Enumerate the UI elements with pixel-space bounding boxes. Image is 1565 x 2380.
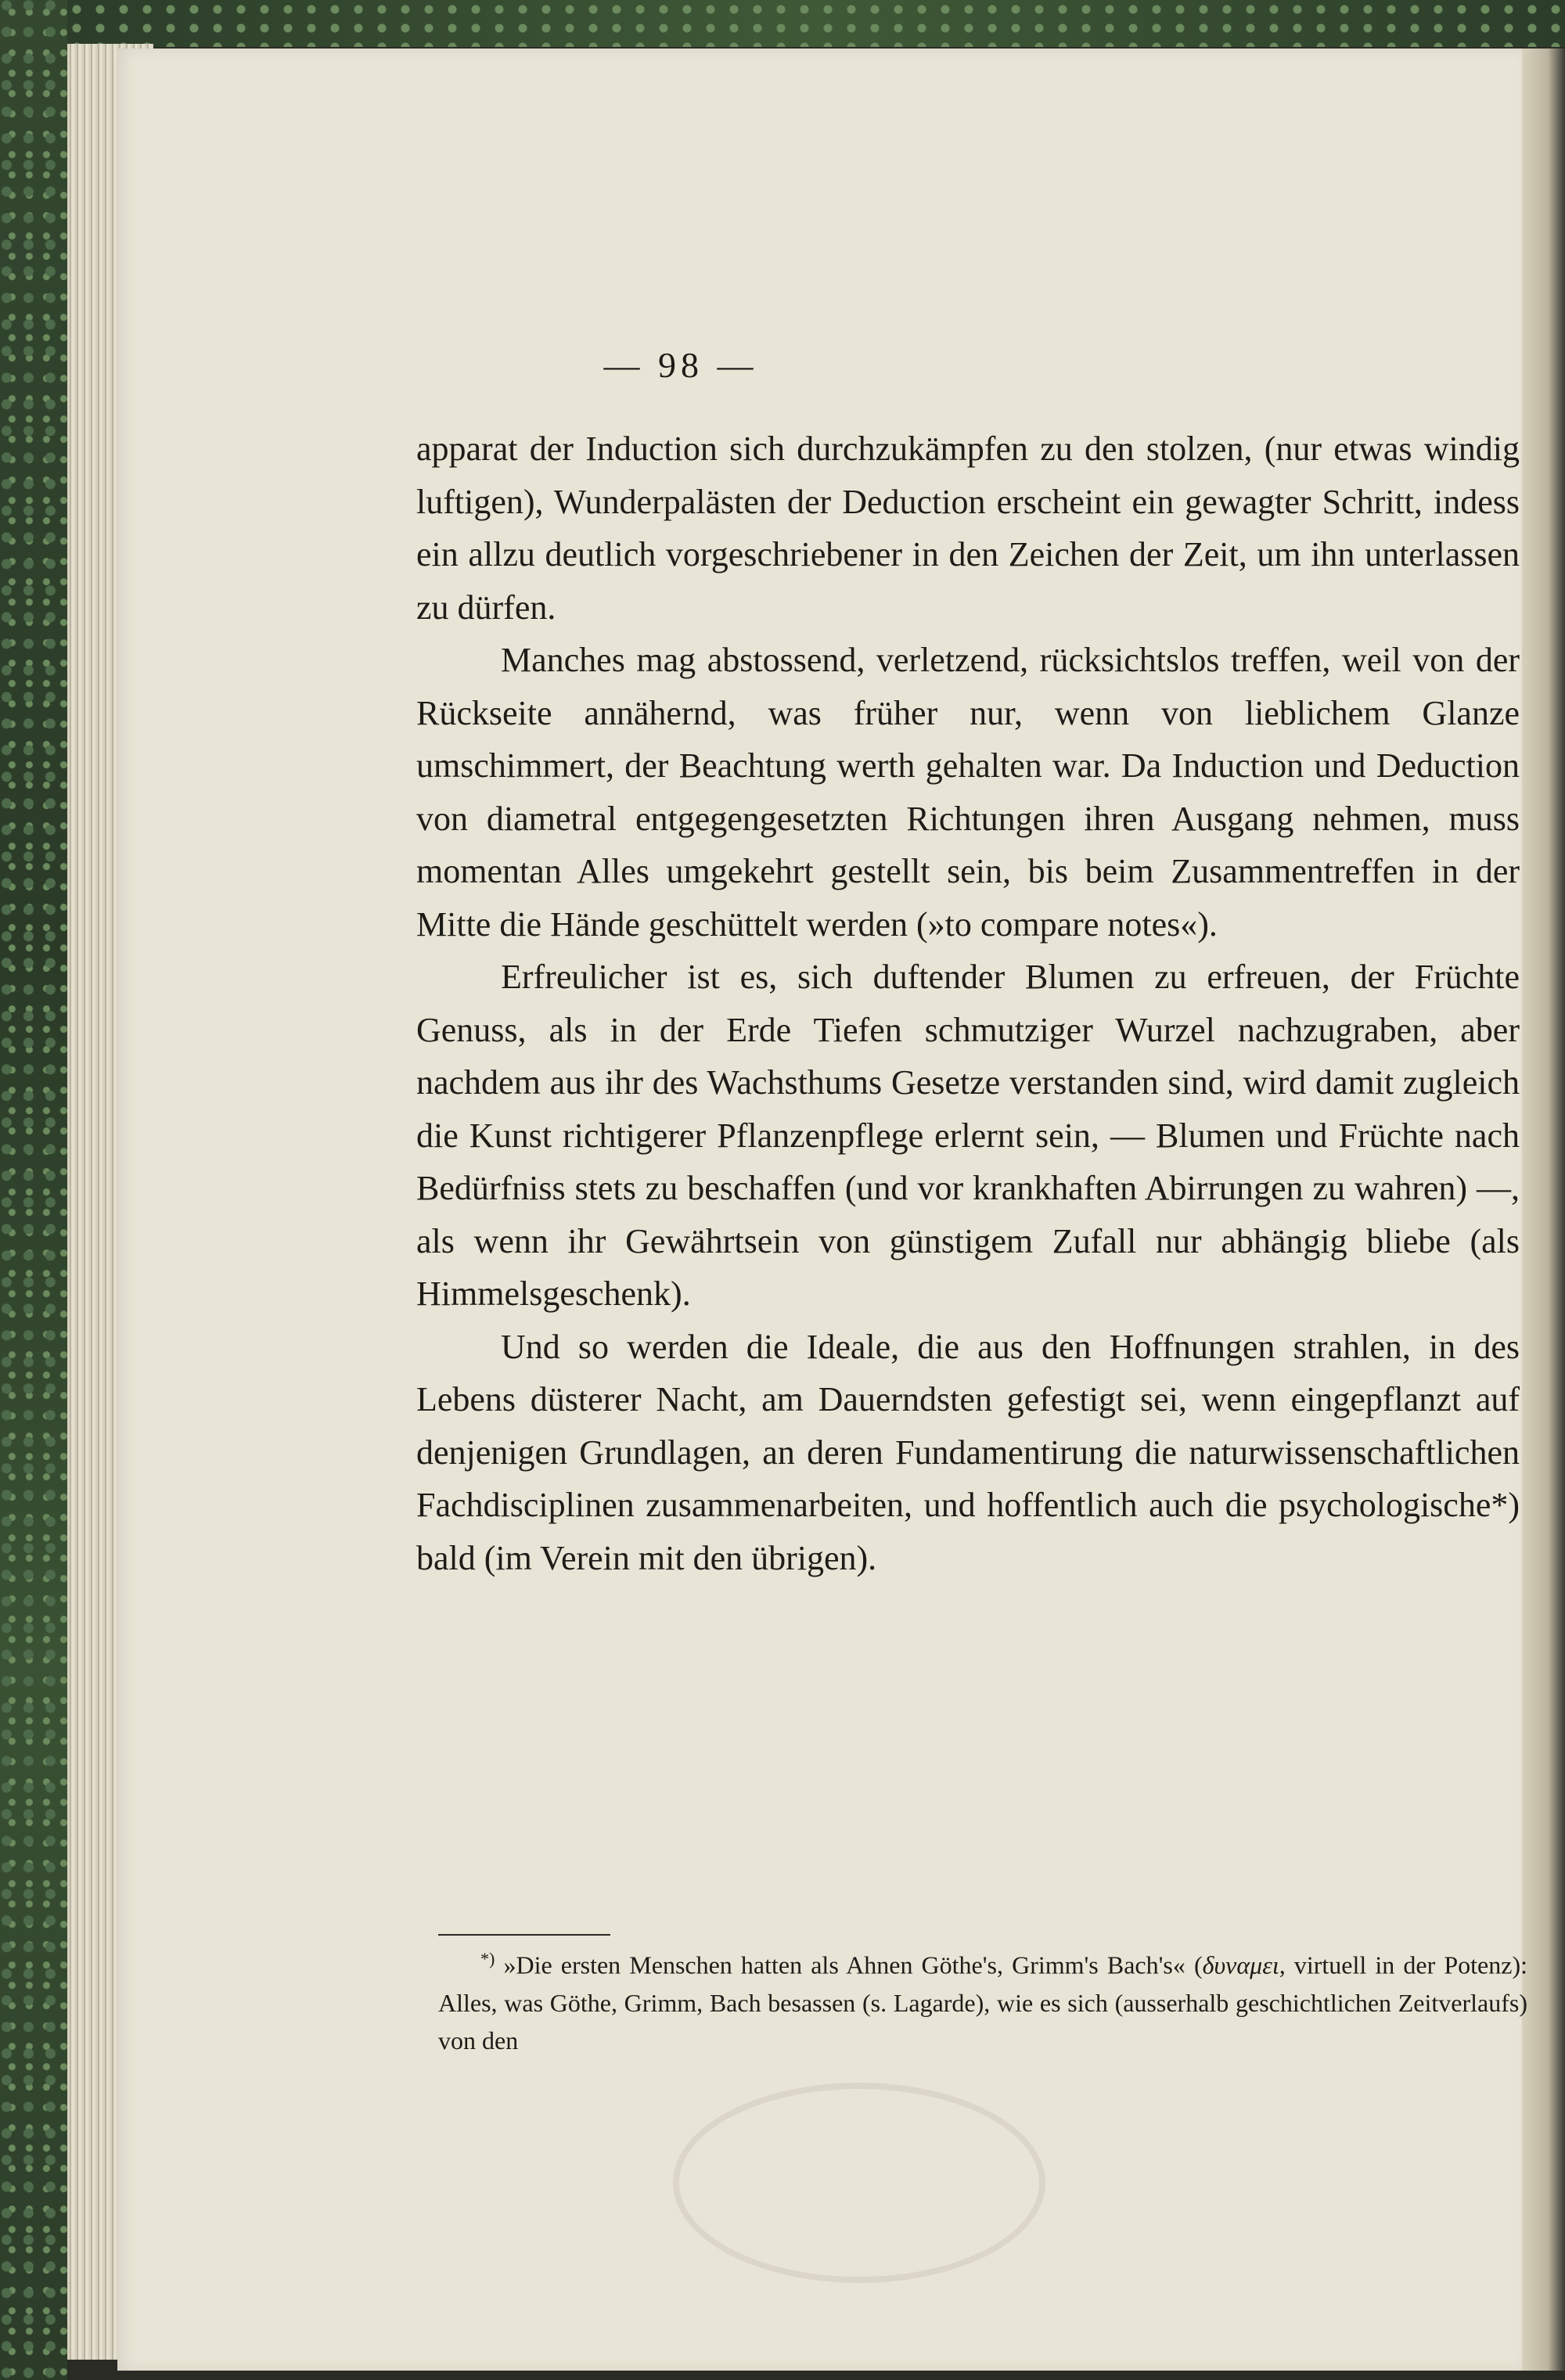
- page-number: — 98 —: [603, 345, 758, 385]
- paragraph-3: Erfreulicher ist es, sich duftender Blumen zu erfreuen, der Früchte Genuss, als in der Erde Tiefen schmutziger Wurzel nachzugraben, aber nachdem aus ihr des Wachsthums Gesetze verstanden sind, wird damit zugleich die Kunst richtigerer Pflanzenpflege erlernt sein, — Blumen und Früchte nach Bedürfniss stets zu beschaffen (und vor krankhaften Abirrungen zu wahren) —, als wenn ihr Gewährtsein von günstigem Zufall nur abhängig bliebe (als Himmelsgeschenk).: [416, 958, 1520, 1313]
- body-text: [416, 422, 1520, 1584]
- footnote-text: [438, 1940, 1527, 2059]
- library-stamp: [673, 2083, 1045, 2283]
- footnote-greek: δυναμει,: [1202, 1950, 1286, 1979]
- paragraph-4: Und so werden die Ideale, die aus den Hoffnungen strahlen, in des Lebens düsterer Nacht, am Dauerndsten gefestigt sei, wenn eingepflanzt auf denjenigen Grundlagen, an deren Fundamentirung die naturwissenschaftlichen Fachdisciplinen zusammenarbeiten, und hoffentlich auch die psychologische*) bald (im Verein mit den übrigen).: [416, 1327, 1520, 1577]
- footnote-part-2: virtuell in der Potenz): Alles, was Göthe, Grimm, Bach besassen (s. Lagarde), wie es sich (ausserhalb geschichtlichen Zeitverlaufs) von den: [438, 1950, 1528, 2055]
- book-page: [117, 49, 1528, 2371]
- paragraph-1: apparat der Induction sich durchzukämpfen zu den stolzen, (nur etwas windig luftigen), Wunderpalästen der Deduction erscheint ein gewagter Schritt, indess ein allzu deutlich vorgeschriebener in den Zeichen der Zeit, um ihn unterlassen zu dürfen.: [416, 430, 1520, 627]
- page-right-edge: [1522, 49, 1565, 2371]
- marbled-cover-top: [67, 0, 1565, 47]
- footnote-rule: [438, 1934, 610, 1936]
- paragraph-2: Manches mag abstossend, verletzend, rücksichtslos treffen, weil von der Rückseite annähernd, was früher nur, wenn von lieblichem Glanze umschimmert, der Beachtung werth gehalten war. Da Induction und Deduction von diametral entgegengesetzten Richtungen ihren Ausgang nehmen, muss momentan Alles umgekehrt gestellt sein, bis beim Zusammentreffen in der Mitte die Hände geschüttelt werden (»to compare notes«).: [416, 641, 1520, 944]
- marbled-cover-left: [0, 0, 67, 2380]
- footnote-part-1: »Die ersten Menschen hatten als Ahnen Göthe's, Grimm's Bach's« (: [503, 1950, 1203, 1979]
- footnote: [438, 1940, 1527, 2059]
- footnote-marker: *): [480, 1949, 495, 1968]
